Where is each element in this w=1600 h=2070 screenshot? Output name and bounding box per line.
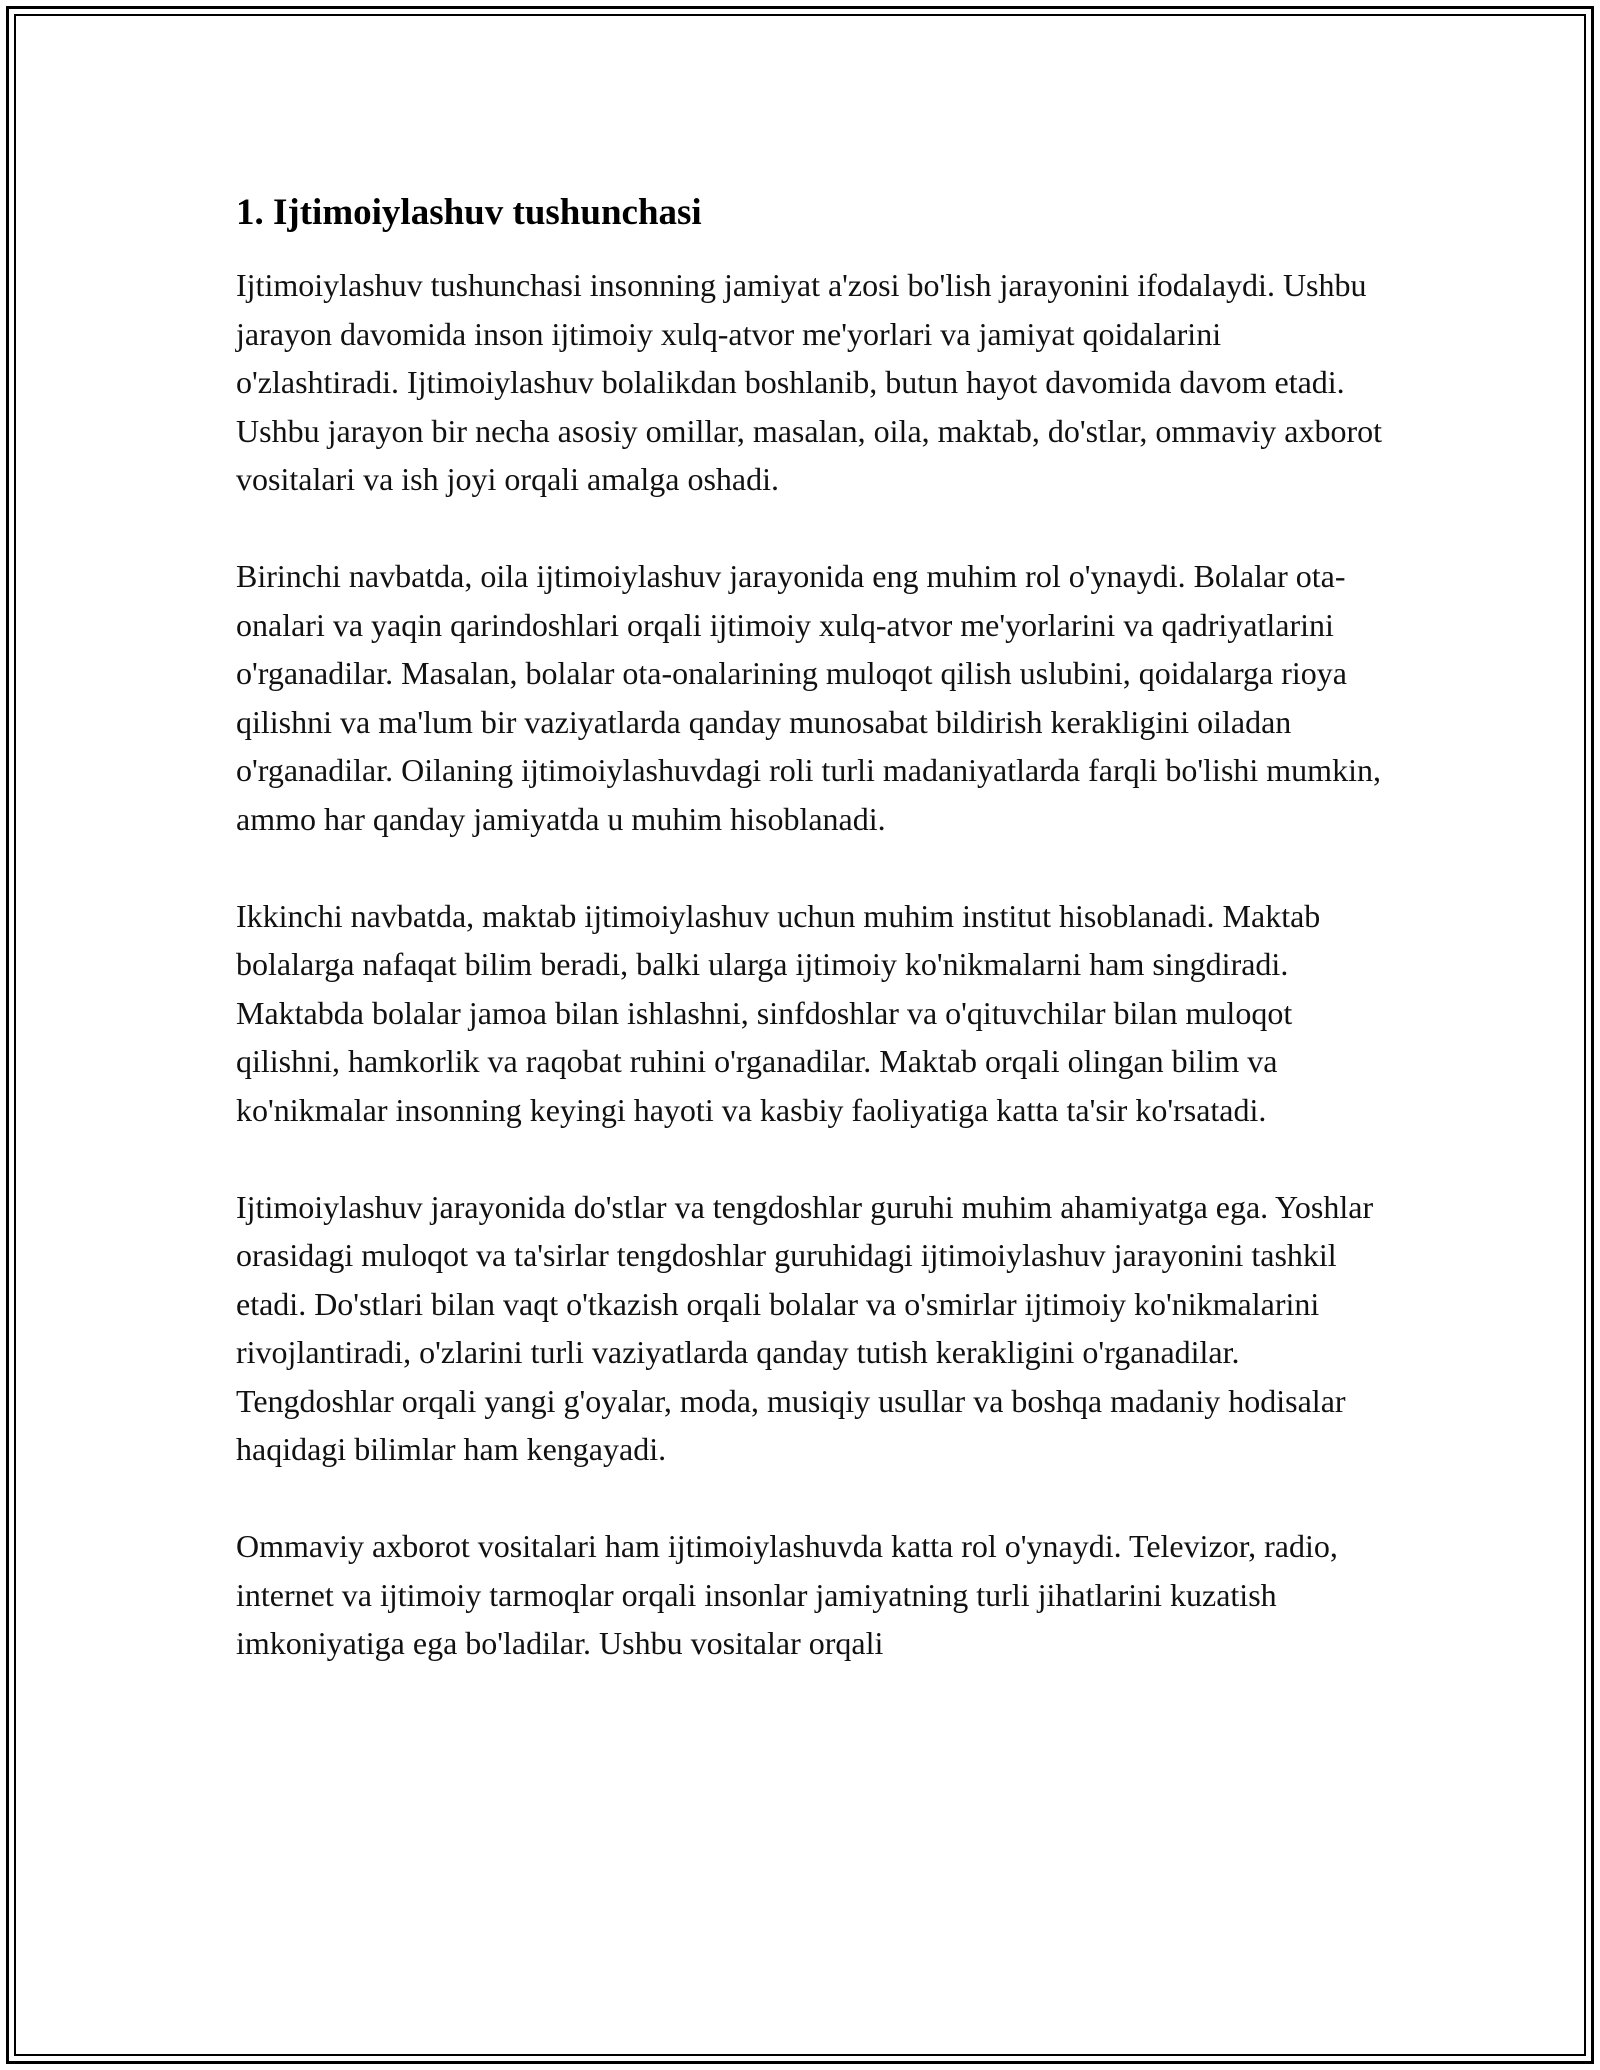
document-body bbox=[236, 185, 1386, 1716]
paragraph-definition: Ijtimoiylashuv tushunchasi insonning jamiyat a'zosi bo'lish jarayonini ifodalaydi. Ushbu jarayon davomida inson ijtimoiy xulq-atvor me'yorlari va jamiyat qoidalarini o'zlashtiradi. Ijtimoiylashuv bolalikdan boshlanib, butun hayot davomida davom etadi. Ushbu jarayon bir necha asosiy omillar, masalan, oila, maktab, do'stlar, ommaviy axborot vositalari va ish joyi orqali amalga oshadi. bbox=[236, 267, 1383, 497]
paragraph-family: Birinchi navbatda, oila ijtimoiylashuv jarayonida eng muhim rol o'ynaydi. Bolalar ota-onalari va yaqin qarindoshlari orqali ijtimoiy xulq-atvor me'yorlarini va qadriyatlarini o'rganadilar. Masalan, bolalar ota-onalarining muloqot qilish uslubini, qoidalarga rioya qilishni va ma'lum bir vaziyatlarda qanday munosabat bildirish kerakligini oiladan o'rganadilar. Oilaning ijtimoiylashuvdagi roli turli madaniyatlarda farqli bo'lishi mumkin, ammo har qanday jamiyatda u muhim hisoblanadi. bbox=[236, 558, 1381, 837]
paragraph-school: Ikkinchi navbatda, maktab ijtimoiylashuv uchun muhim institut hisoblanadi. Maktab bolalarga nafaqat bilim beradi, balki ularga ijtimoiy ko'nikmalarni ham singdiradi. Maktabda bolalar jamoa bilan ishlashni, sinfdoshlar va o'qituvchilar bilan muloqot qilishni, hamkorlik va raqobat ruhini o'rganadilar. Maktab orqali olingan bilim va ko'nikmalar insonning keyingi hayoti va kasbiy faoliyatiga katta ta'sir ko'rsatadi. bbox=[236, 897, 1321, 1128]
section-heading: 1. Ijtimoiylashuv tushunchasi bbox=[236, 192, 702, 233]
paragraph-peers: Ijtimoiylashuv jarayonida do'stlar va tengdoshlar guruhi muhim ahamiyatga ega. Yoshlar orasidagi muloqot va ta'sirlar tengdoshlar guruhidagi ijtimoiylashuv jarayonini tashkil etadi. Do'stlari bilan vaqt o'tkazish orqali bolalar va o'smirlar ijtimoiy ko'nikmalarini rivojlantiradi, o'zlarini turli vaziyatlarda qanday tutish kerakligini o'rganadilar. Tengdoshlar orqali yangi g'oyalar, moda, musiqiy usullar va boshqa madaniy hodisalar haqidagi bilimlar ham kengayadi. bbox=[236, 1188, 1374, 1467]
paragraph-media: Ommaviy axborot vositalari ham ijtimoiylashuvda katta rol o'ynaydi. Televizor, radio, internet va ijtimoiy tarmoqlar orqali insonlar jamiyatning turli jihatlarini kuzatish imkoniyatiga ega bo'ladilar. Ushbu vositalar orqali bbox=[236, 1528, 1338, 1661]
